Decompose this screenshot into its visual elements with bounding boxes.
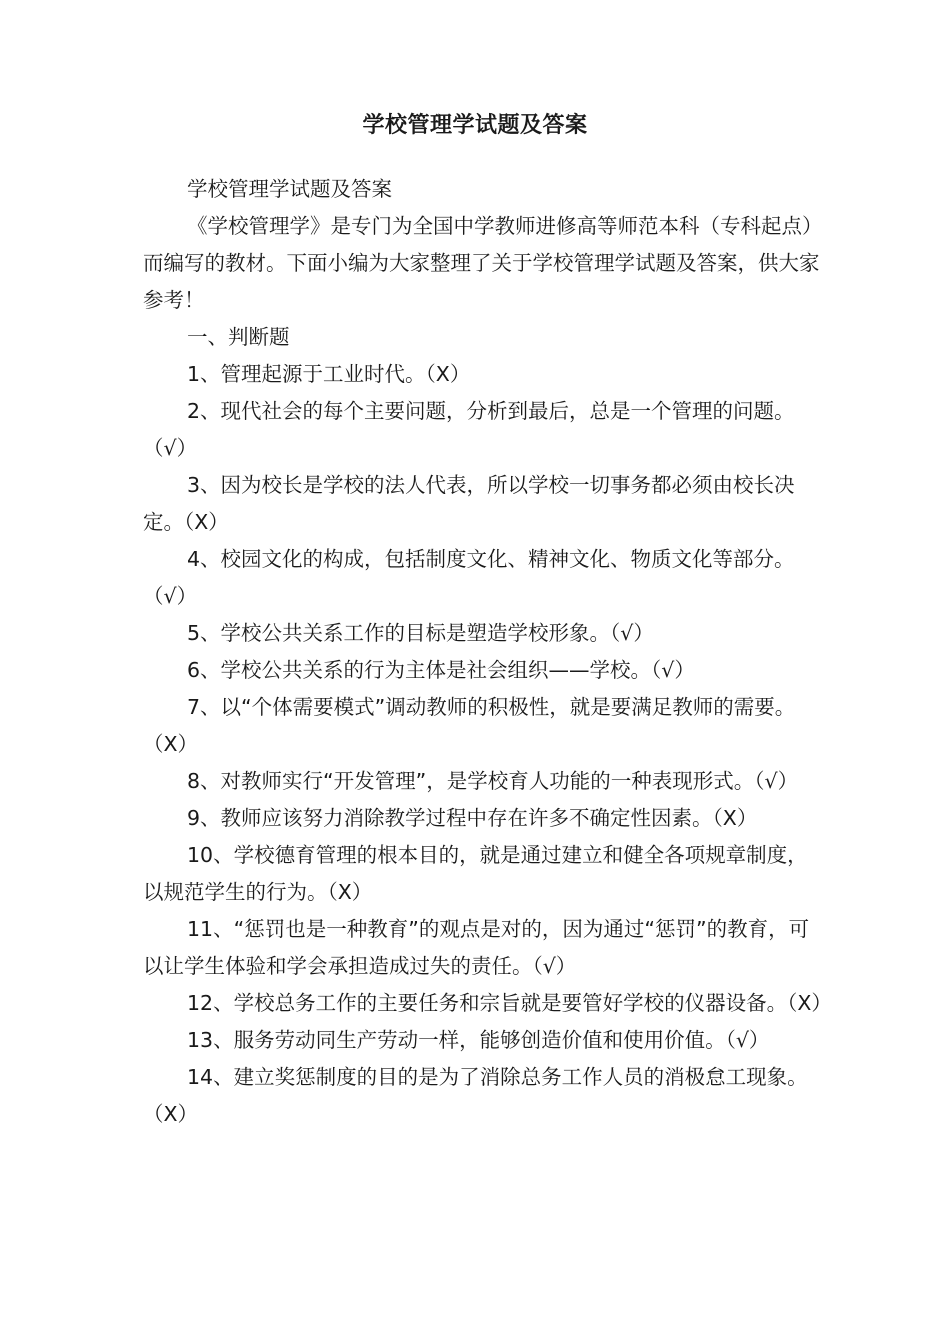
question-item: 9、教师应该努力消除教学过程中存在许多不确定性因素。（X） (187, 806, 758, 830)
paragraph-intro: 《学校管理学》是专门为全国中学教师进修高等师范本科（专科起点）而编写的教材。下面小编为大家整理了关于学校管理学试题及答案，供大家参考！ (143, 214, 823, 312)
question-item: 2、现代社会的每个主要问题，分析到最后，总是一个管理的问题。（√） (143, 399, 795, 460)
question-item: 10、学校德育管理的根本目的，就是通过建立和健全各项规章制度，以规范学生的行为。（X） (143, 843, 808, 904)
question-item: 4、校园文化的构成，包括制度文化、精神文化、物质文化等部分。（√） (143, 547, 795, 608)
question-item: 7、以“个体需要模式”调动教师的积极性，就是要满足教师的需要。（X） (143, 695, 796, 756)
question-item: 14、建立奖惩制度的目的是为了消除总务工作人员的消极怠工现象。（X） (143, 1065, 808, 1126)
document-title: 学校管理学试题及答案 (362, 113, 588, 138)
question-item: 12、学校总务工作的主要任务和宗旨就是要管好学校的仪器设备。（X） (187, 991, 832, 1015)
question-item: 5、学校公共关系工作的目标是塑造学校形象。（√） (187, 621, 654, 645)
question-item: 1、管理起源于工业时代。（X） (187, 362, 471, 386)
question-item: 11、“惩罚也是一种教育”的观点是对的，因为通过“惩罚”的教育，可以让学生体验和学会承担造成过失的责任。（√） (143, 917, 810, 978)
question-item: 13、服务劳动同生产劳动一样，能够创造价值和使用价值。（√） (187, 1028, 770, 1052)
paragraph-subtitle: 学校管理学试题及答案 (187, 177, 392, 201)
question-item: 8、对教师实行“开发管理”，是学校育人功能的一种表现形式。（√） (187, 769, 799, 793)
section-heading-true-false: 一、判断题 (187, 325, 290, 349)
question-item: 3、因为校长是学校的法人代表，所以学校一切事务都必须由校长决定。（X） (143, 473, 795, 534)
question-item: 6、学校公共关系的行为主体是社会组织——学校。（√） (187, 658, 695, 682)
document-body (143, 171, 832, 1133)
